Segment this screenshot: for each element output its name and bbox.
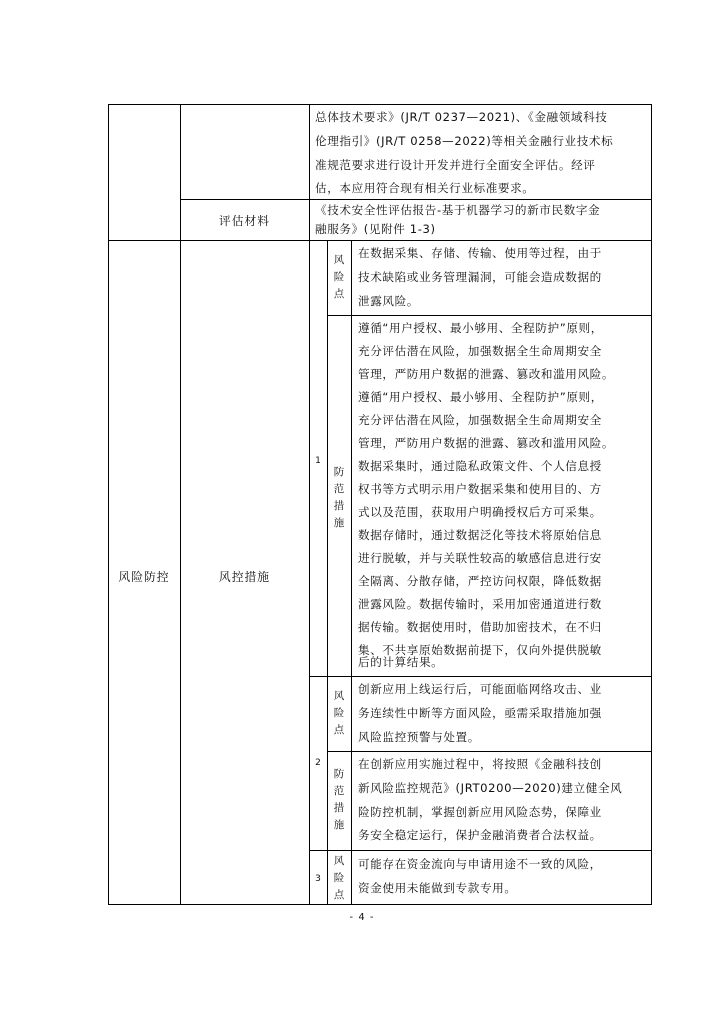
text-line: 务连续性中断等方面风险，亟需采取措施加强 (358, 706, 602, 720)
prevention-measure-label: 防范措施 (333, 466, 345, 529)
text-line: 资金使用未能做到专款专用。 (358, 881, 517, 895)
grid-line (651, 104, 652, 905)
text-line: 在数据采集、存储、传输、使用等过程，由于 (358, 246, 602, 260)
prevention-measure-label: 防范措施 (333, 768, 345, 831)
risk-subcategory-label: 风控措施 (218, 570, 271, 584)
text-line: 管理，严防用户数据的泄露、篡改和滥用风险。 (358, 436, 615, 450)
material-label: 评估材料 (218, 214, 271, 228)
text-line: 创新应用上线运行后，可能面临网络攻击、业 (358, 682, 602, 696)
text-line: 充分评估潜在风险，加强数据全生命周期安全 (358, 344, 602, 358)
text-line: 遵循“用户授权、最小够用、全程防护”原则， (358, 321, 603, 335)
text-line: 数据采集时，通过隐私政策文件、个人信息授 (358, 459, 602, 473)
standards-line: 估，本应用符合现有相关行业标准要求。 (315, 181, 535, 195)
text-line: 泄露风险。 (358, 294, 419, 308)
text-line: 后的计算结果。 (358, 655, 444, 669)
text-line: 式以及范围，获取用户明确授权后方可采集。 (358, 505, 602, 519)
text-line: 管理，严防用户数据的泄露、篡改和滥用风险。 (358, 367, 615, 381)
risk-point-label: 风险点 (333, 254, 345, 300)
standards-line: 准规范要求进行设计开发并进行全面安全评估。经评 (315, 158, 596, 172)
text-line: 风险监控预警与处置。 (358, 730, 480, 744)
item-number: 3 (315, 874, 321, 884)
text-line: 泄露风险。数据传输时，采用加密通道进行数 (358, 597, 602, 611)
grid-line (309, 850, 652, 851)
material-line: 《技术安全性评估报告-基于机器学习的新市民数字金 (315, 203, 601, 217)
text-line: 全隔离、分散存储，严控访问权限，降低数据 (358, 574, 602, 588)
item-number: 2 (315, 758, 321, 768)
text-line: 进行脱敏，并与关联性较高的敏感信息进行安 (358, 551, 602, 565)
text-line: 新风险监控规范》(JRT0200—2020)建立健全风 (358, 781, 623, 795)
text-line: 险防控机制，掌握创新应用风险态势，保障业 (358, 805, 602, 819)
text-line: 务安全稳定运行，保护金融消费者合法权益。 (358, 828, 602, 842)
material-line: 融服务》(见附件 1-3) (315, 222, 436, 236)
grid-line (351, 240, 352, 905)
standards-line: 总体技术要求》(JR/T 0237—2021)、《金融领域科技 (315, 110, 608, 124)
page-number: - 4 - (349, 912, 375, 923)
grid-line (309, 104, 310, 905)
text-line: 遵循“用户授权、最小够用、全程防护”原则， (358, 390, 603, 404)
text-line: 充分评估潜在风险，加强数据全生命周期安全 (358, 413, 602, 427)
text-line: 权书等方式明示用户数据采集和使用目的、方 (358, 482, 602, 496)
risk-point-label: 风险点 (333, 690, 345, 736)
grid-line (327, 240, 328, 905)
text-line: 技术缺陷或业务管理漏洞，可能会造成数据的 (358, 270, 602, 284)
standards-line: 伦理指引》(JR/T 0258—2022)等相关金融行业技术标 (315, 134, 614, 148)
grid-line (108, 904, 652, 905)
risk-point-label: 风险点 (333, 855, 345, 901)
text-line: 在创新应用实施过程中，将按照《金融科技创 (358, 757, 602, 771)
item-number: 1 (315, 456, 321, 466)
text-line: 数据存储时，通过数据泛化等技术将原始信息 (358, 528, 602, 542)
risk-category-label: 风险防控 (118, 570, 170, 584)
grid-line (108, 104, 109, 905)
text-line: 可能存在资金流向与申请用途不一致的风险， (358, 857, 602, 871)
text-line: 集、不共享原始数据前提下，仅向外提供脱敏 (358, 643, 602, 657)
text-line: 据传输。数据使用时，借助加密技术，在不归 (358, 620, 602, 634)
